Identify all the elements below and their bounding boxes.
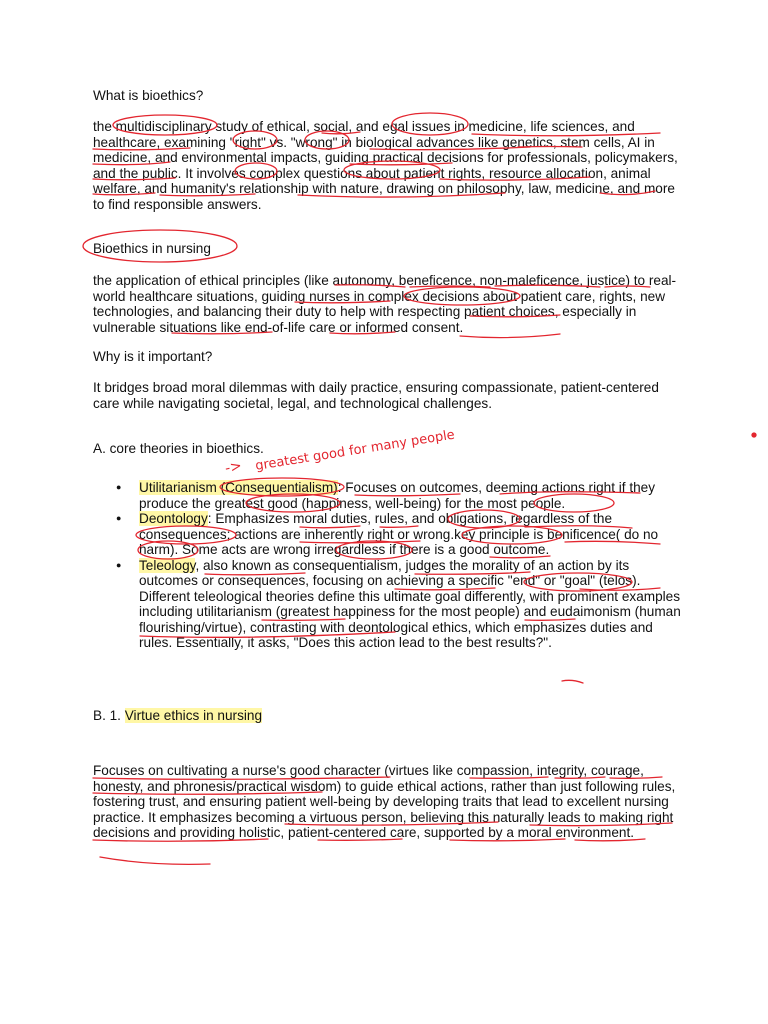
why-important-heading: Why is it important?	[93, 349, 213, 364]
why-important-paragraph: It bridges broad moral dilemmas with daily practice, ensuring compassionate, patient-centered care while navigating societal, legal, and technological challenges.	[93, 380, 659, 411]
underline-moral-env	[100, 857, 210, 864]
theory-text-deontology: : Emphasizes moral duties, rules, and obligations, regardless of the consequences; actions are inherently right or wrong.key principle is benificence( do no harm). Some acts are wrong irregardless if there is a good outcome.	[139, 511, 659, 557]
virtue-ethics-paragraph: Focuses on cultivating a nurse's good character (virtues like compassion, integrity, courage, honesty, and phronesis/practical wisdom) to guide ethical actions, rather than just following rules, fostering trust, and ensuring patient well-being by developing traits that lead to excellent nursing practice. It emphasizes becoming a virtuous person, believing this naturally leads to making right decisions and providing holistic, patient-centered care, supported by a moral environment.	[93, 763, 676, 840]
section-b-title: Virtue ethics in nursing	[124, 708, 263, 723]
theory-text-utilitarianism: : Focuses on outcomes, deeming actions right if they produce the greatest good (happiness, well-being) for the most people.	[139, 480, 656, 511]
theory-name-teleology: Teleology	[139, 557, 196, 573]
core-theories-list	[93, 480, 683, 651]
bioethics-in-nursing-heading: Bioethics in nursing	[93, 241, 211, 256]
list-item-deontology	[93, 511, 683, 558]
nursing-definition-paragraph: the application of ethical principles (like autonomy, beneficence, non-maleficence, justice) to real-world healthcare situations, guiding nurses in complex decisions about patient care, rights, new technologies, and balancing their duty to help with respecting patient choices, especially in vulnerable situations like end-of-life care or informed consent.	[93, 273, 677, 335]
bioethics-definition-paragraph: the multidisciplinary study of ethical, social, and egal issues in medicine, life sciences, and healthcare, examining "right" vs. "wrong" in biological advances like genetics, stem cells, AI in medicine, and environmental impacts, guiding practical decisions for professionals, policymakers, and the public. It involves complex questions about patient rights, resource allocation, animal welfare, and humanity's relationship with nature, drawing on philosophy, law, medicine, and more to find responsible answers.	[93, 119, 678, 212]
section-a-heading: A. core theories in bioethics.	[93, 441, 264, 456]
small-dash	[562, 680, 583, 683]
margin-dot	[752, 433, 756, 437]
theory-name-utilitarianism: Utilitarianism (Consequentialism)	[139, 480, 338, 495]
theory-text-teleology: , also known as consequentialism, judges the morality of an action by its outcomes or consequences, focusing on achieving a specific "end" or "goal" (telos). Different teleological theories define this ultimate goal differently, with prominent examples including utilitarianism (greatest happiness for the most people) and eudaimonism (human flourishing/virtue), contrasting with deontological ethics, which emphasizes duties and rules. Essentially, it asks, "Does this action lead to the best results?".	[139, 557, 681, 650]
section-b-prefix: B. 1.	[93, 708, 125, 723]
theory-name-deontology: Deontology	[139, 511, 208, 526]
section-b-heading	[93, 708, 683, 724]
list-item-utilitarianism	[93, 480, 683, 511]
handwritten-arrow: ->	[223, 457, 244, 477]
list-item-teleology	[93, 558, 683, 651]
question-what-is-bioethics: What is bioethics?	[93, 88, 204, 103]
handwritten-note: greatest good for many people	[254, 427, 456, 474]
